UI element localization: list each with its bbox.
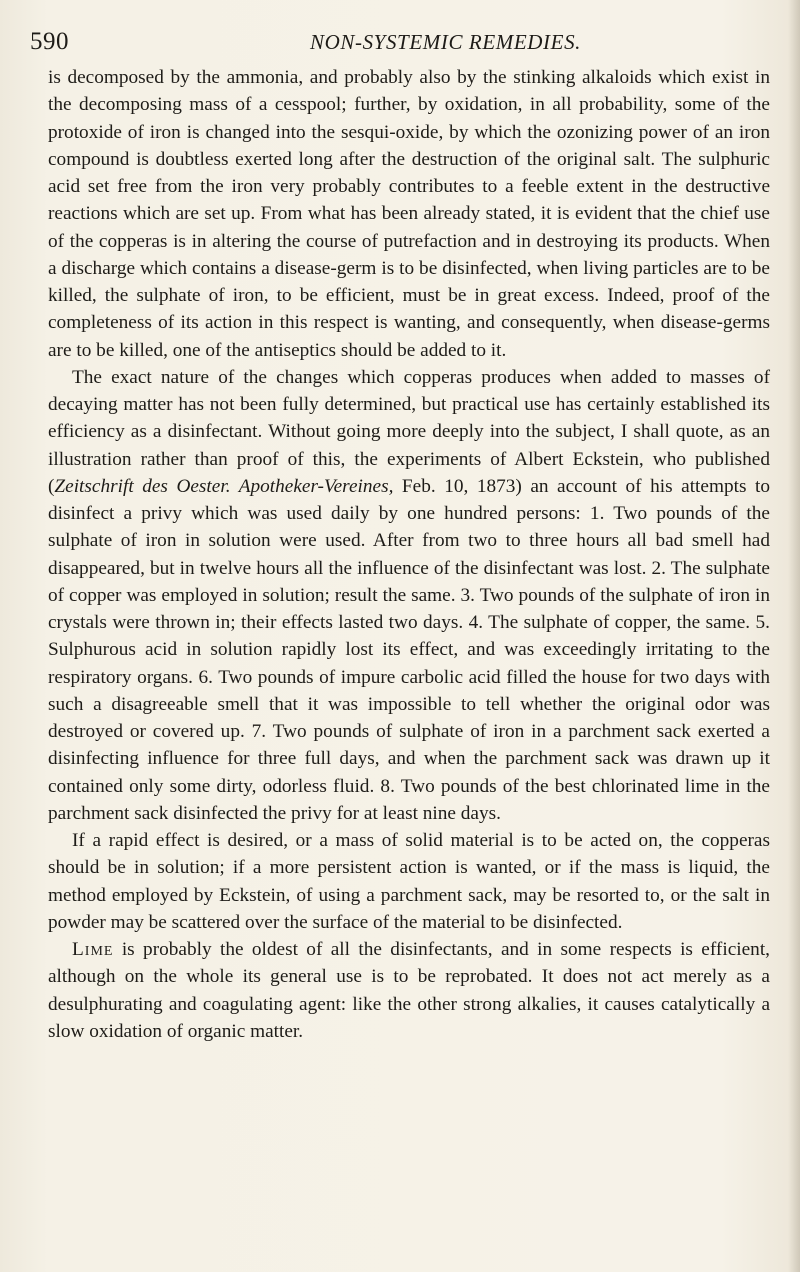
paragraph-lime-text: is probably the oldest of all the disinfectants, and in some respects is efficient, although on the whole its general use is to be reprobated. It does not act merely as a desulphurating and coagulating agent: like the other strong alkalies, it causes catalytically a slow oxidation of organic matter. [48, 939, 770, 1042]
section-lead-lime: Lime [72, 939, 114, 960]
paragraph-text-start: The exact nature of the changes which copperas produces when added to masses of decaying matter has not been fully determined, but practical use has certainly established its efficiency as a disinfectant. Without going more deeply into the subject, I shall quote, as an illustration rather than proof of this, the experiments of Albert Eckstein, who published ( [48, 366, 770, 497]
paragraph-continuation: is decomposed by the ammonia, and probably also by the stinking alkaloids which exist in the decomposing mass of a cesspool; further, by oxidation, in all probability, some of the protoxide of iron is changed into the sesqui-oxide, by which the ozonizing power of an iron compound is doubtless exerted long after the destruction of the original salt. The sulphuric acid set free from the iron very probably contributes to a feeble extent in the destructive reactions which are set up. From what has been already stated, it is evident that the chief use of the copperas is in altering the course of putrefaction and in destroying its products. When a discharge which contains a disease-germ is to be disinfected, when living particles are to be killed, the sulphate of iron, to be efficient, must be in great excess. Indeed, proof of the completeness of its action in this respect is wanting, and consequently, when disease-germs are to be killed, one of the antiseptics should be added to it. [48, 67, 770, 361]
journal-citation: Zeitschrift des Oester. Apotheker-Vereines, [54, 475, 394, 497]
paragraph-eckstein-experiments [48, 364, 770, 827]
page-header [30, 28, 590, 58]
page-edge-shadow [788, 0, 800, 1272]
running-title: NON-SYSTEMIC REMEDIES. [310, 30, 582, 54]
paragraph-text-end: Feb. 10, 1873) an account of his attempts to disinfect a privy which was used daily by one hundred persons: 1. Two pounds of the sulphate of iron in solution were used. After from two to three hours all bad smell had disappeared, but in twelve hours all the influence of the disinfectant was lost. 2. The sulphate of copper was employed in solution; result the same. 3. Two pounds of the sulphate of iron in crystals were thrown in; their effects lasted two days. 4. The sulphate of copper, the same. 5. Sulphurous acid in solution rapidly lost its effect, and was exceedingly irritating to the respiratory organs. 6. Two pounds of impure carbolic acid filled the house for two days with such a disagreeable smell that it was impossible to tell whether the original odor was destroyed or covered up. 7. Two pounds of sulphate of iron in a parchment sack exerted a disinfecting influence for three full days, and when the parchment sack was drawn up it contained only some dirty, odorless fluid. 8. Two pounds of the best chlorinated lime in the parchment sack disinfected the privy for at least nine days. [48, 475, 770, 824]
page-number: 590 [30, 28, 69, 55]
paragraph-lime [48, 936, 770, 1045]
body-text [48, 64, 770, 1045]
paragraph-application: If a rapid effect is desired, or a mass of solid material is to be acted on, the copperas should be in solution; if a more persistent action is wanted, or if the mass is liquid, the method employed by Eckstein, of using a parchment sack, may be resorted to, or the salt in powder may be scattered over the surface of the material to be disinfected. [48, 830, 770, 933]
